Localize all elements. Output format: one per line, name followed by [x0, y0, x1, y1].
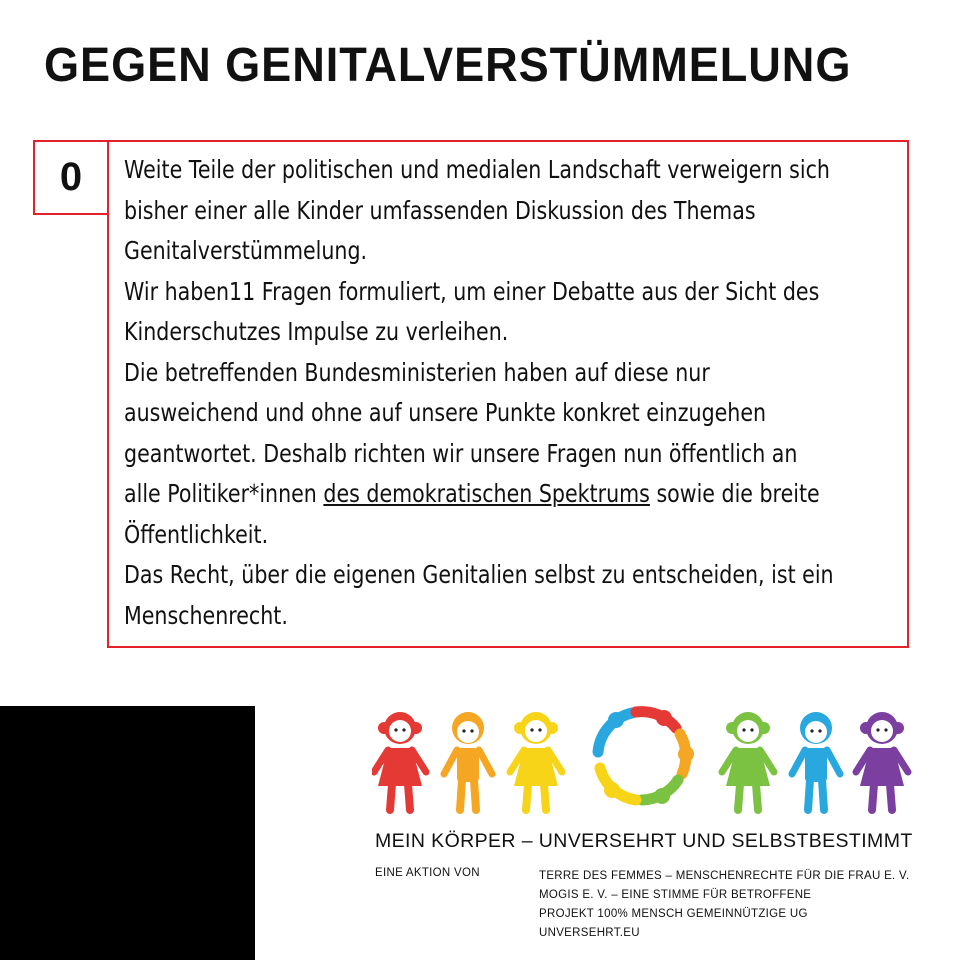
campaign-title: MEIN KÖRPER – UNVERSEHRT UND SELBSTBESTIMMT: [375, 830, 913, 852]
text-line: Öffentlichkeit.: [124, 519, 269, 549]
boy-figure-icon: [444, 712, 492, 810]
boy-figure-icon: [792, 712, 840, 810]
text-line: ausweichend und ohne auf unsere Punkte konkret einzugehen: [124, 398, 767, 427]
campaign-by-label: EINE AKTION VON: [375, 867, 480, 879]
intro-text: [124, 150, 834, 636]
girl-figure-icon: [722, 712, 774, 810]
organization-item: PROJEKT 100% MENSCH GEMEINNÜTZIGE UG: [539, 908, 808, 920]
text-line: Die betreffenden Bundesministerien haben auf diese nur: [124, 357, 710, 387]
text-fragment: alle Politiker*innen: [124, 479, 324, 508]
campaign-logo: [372, 706, 912, 816]
black-panel: [0, 706, 255, 960]
girl-figure-icon: [510, 712, 562, 810]
organization-list: [539, 867, 909, 943]
text-line: bisher einer alle Kinder umfassenden Diskussion des Themas: [124, 195, 756, 225]
text-line: Genitalverstümmelung.: [124, 236, 368, 265]
girl-figure-icon: [374, 712, 426, 810]
spectrum-link[interactable]: des demokratischen Spektrums: [323, 479, 650, 508]
text-line: [124, 474, 820, 515]
text-line: geantwortet. Deshalb richten wir unsere Fragen nun öffentlich an: [124, 438, 798, 468]
girl-figure-icon: [856, 712, 908, 810]
text-line: Kinderschutzes Impulse zu verleihen.: [124, 317, 509, 346]
text-line: Menschenrecht.: [124, 600, 288, 630]
text-line: Wir haben11 Fragen formuliert, um einer Debatte aus der Sicht des: [124, 276, 820, 306]
text-line: Das Recht, über die eigenen Genitalien selbst zu entscheiden, ist ein: [124, 560, 834, 589]
text-line: Weite Teile der politischen und medialen Landschaft verweigern sich: [124, 155, 830, 184]
organization-item: TERRE DES FEMMES – MENSCHENRECHTE FÜR DIE FRAU E. V.: [539, 870, 910, 882]
page-title: GEGEN GENITALVERSTÜMMELUNG: [44, 39, 852, 92]
rainbow-ring-icon: [598, 710, 694, 804]
question-number: 0: [33, 140, 107, 215]
organization-item[interactable]: UNVERSEHRT.EU: [539, 927, 640, 939]
text-fragment: sowie die breite: [649, 479, 820, 508]
organization-item: MOGIS E. V. – EINE STIMME FÜR BETROFFENE: [539, 889, 812, 901]
